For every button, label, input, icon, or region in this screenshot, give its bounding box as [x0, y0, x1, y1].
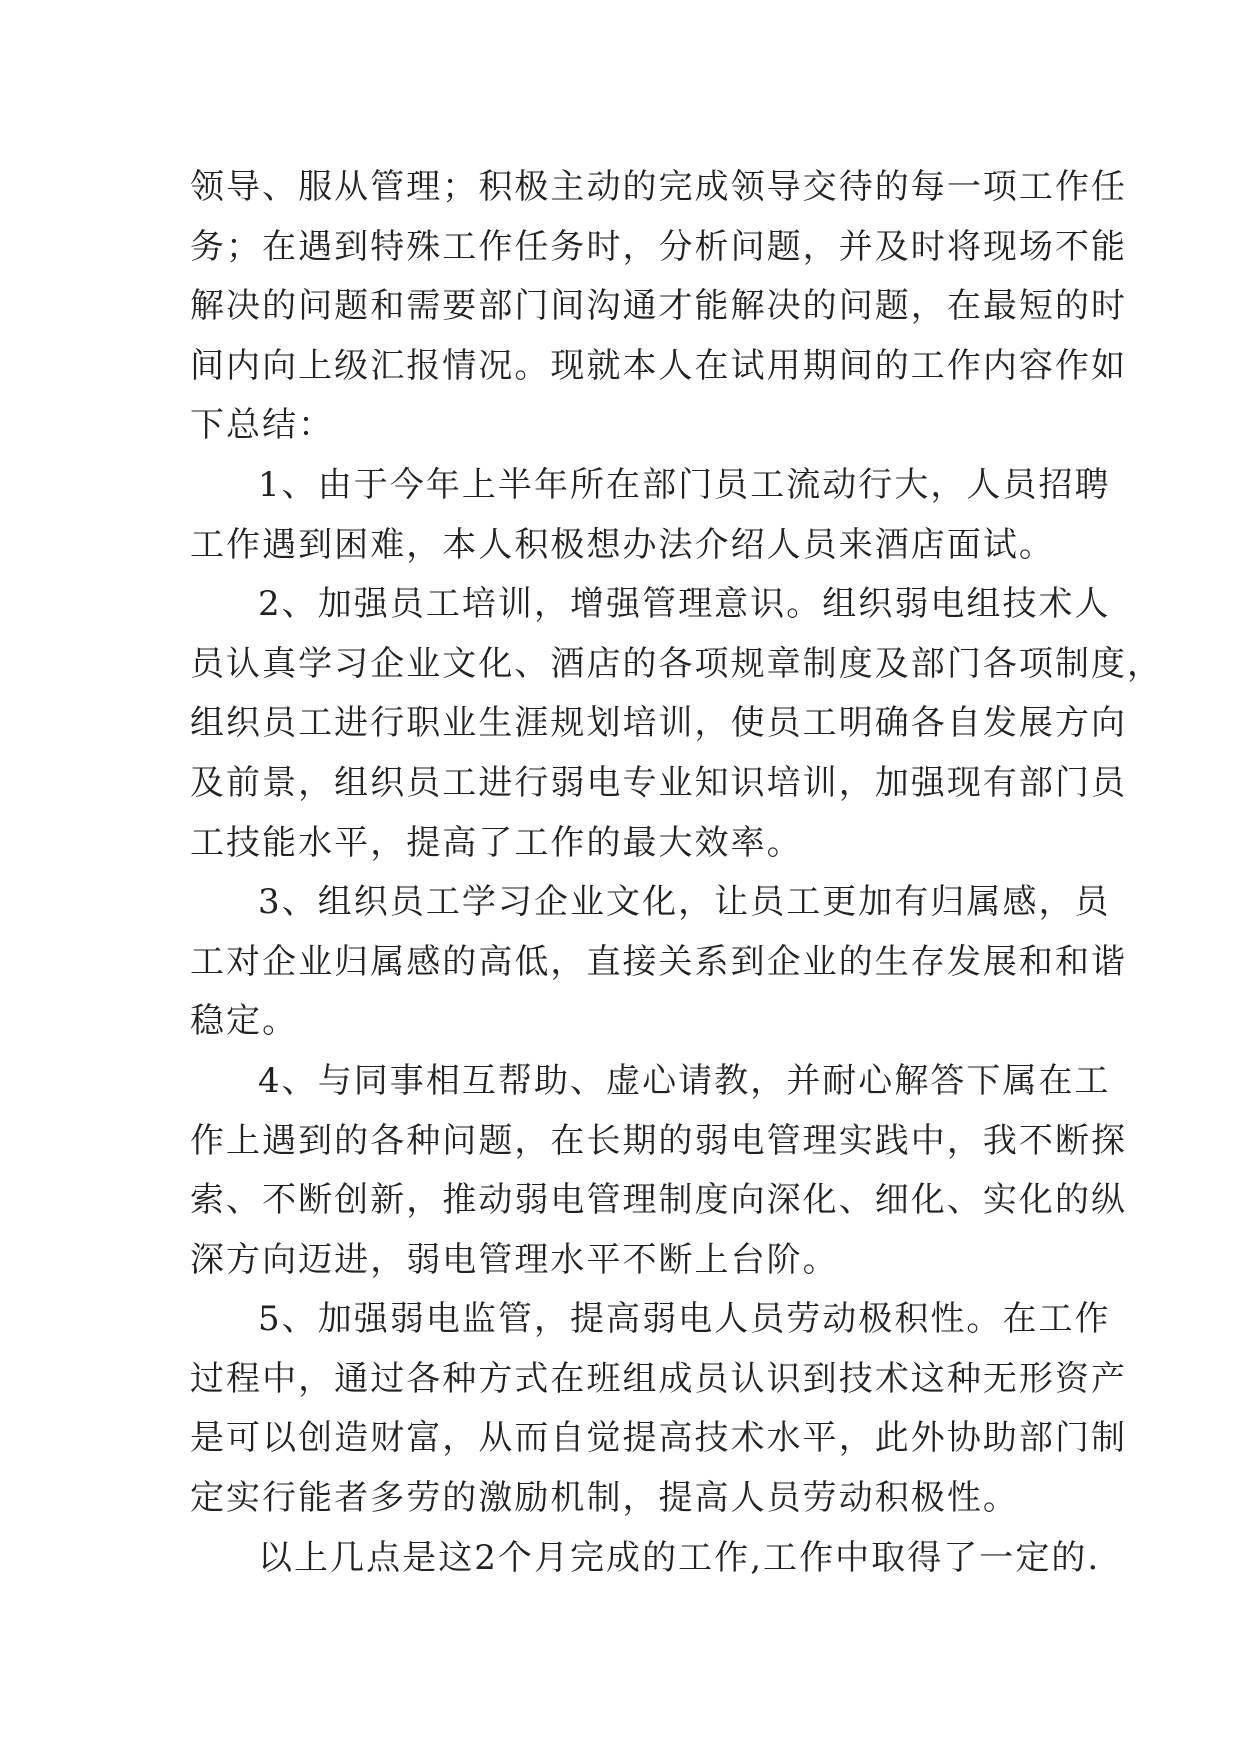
text-line: 3、组织员工学习企业文化，让员工更加有归属感，员 — [258, 882, 1111, 923]
text-line: 务；在遇到特殊工作任务时，分析问题，并及时将现场不能 — [190, 226, 1128, 267]
text-line: 索、不断创新，推动弱电管理制度向深化、细化、实化的纵 — [190, 1180, 1128, 1221]
text-line: 组织员工进行职业生涯规划培训，使员工明确各自发展方向 — [190, 703, 1128, 744]
text-line: 工作遇到困难，本人积极想办法介绍人员来酒店面试。 — [190, 524, 1055, 565]
text-line: 5、加强弱电监管，提高弱电人员劳动极积性。在工作 — [258, 1299, 1111, 1340]
text-line: 以上几点是这2个月完成的工作,工作中取得了一定的. — [258, 1537, 1101, 1578]
text-line: 工对企业归属感的高低，直接关系到企业的生存发展和和谐 — [190, 941, 1128, 982]
text-line: 2、加强员工培训，增强管理意识。组织弱电组技术人 — [258, 584, 1111, 625]
text-line: 员认真学习企业文化、酒店的各项规章制度及部门各项制度， — [190, 643, 1164, 684]
document-body — [190, 158, 1164, 1588]
text-line: 稳定。 — [190, 1001, 299, 1042]
text-line: 过程中，通过各种方式在班组成员认识到技术这种无形资产 — [190, 1358, 1128, 1399]
text-line: 1、由于今年上半年所在部门员工流动行大，人员招聘 — [258, 464, 1111, 505]
text-line: 领导、服从管理；积极主动的完成领导交待的每一项工作任 — [190, 167, 1128, 207]
text-line: 解决的问题和需要部门间沟通才能解决的问题，在最短的时 — [190, 286, 1128, 327]
text-line: 是可以创造财富，从而自觉提高技术水平，此外协助部门制 — [190, 1418, 1128, 1459]
text-line: 深方向迈进，弱电管理水平不断上台阶。 — [190, 1239, 839, 1280]
text-line: 作上遇到的各种问题，在长期的弱电管理实践中，我不断探 — [190, 1120, 1128, 1161]
text-line: 及前景，组织员工进行弱电专业知识培训，加强现有部门员 — [190, 762, 1128, 803]
text-line: 4、与同事相互帮助、虚心请教，并耐心解答下属在工 — [258, 1060, 1111, 1101]
text-line: 定实行能者多劳的激励机制，提高人员劳动积极性。 — [190, 1478, 1019, 1519]
text-line: 工技能水平，提高了工作的最大效率。 — [190, 822, 803, 863]
text-line: 下总结： — [190, 405, 335, 446]
text-line: 间内向上级汇报情况。现就本人在试用期间的工作内容作如 — [190, 345, 1128, 386]
